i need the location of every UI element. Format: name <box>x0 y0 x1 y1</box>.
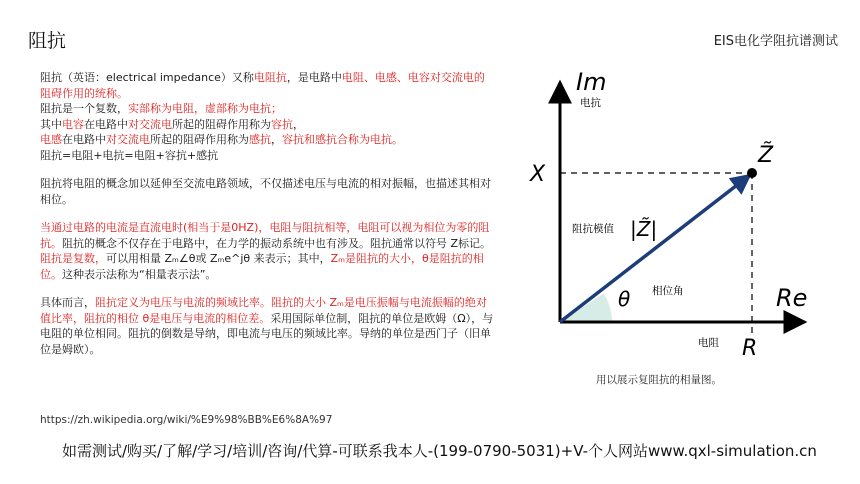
highlighted-text: 电阻、电感、电容对交流电的阻碍作用的统称。 <box>40 71 485 100</box>
highlighted-text: 当通过电路的电流是直流电时(相当于是0HZ)，电阻与阻抗相等，电阻可以视为相位为零的阻抗。 <box>40 221 490 250</box>
magnitude-cn-label: 阻抗模值 <box>572 223 614 235</box>
body-text: ， <box>293 117 304 131</box>
body-text: 在电路中 <box>84 117 128 131</box>
highlighted-text: 感抗 <box>249 133 271 146</box>
magnitude-symbol: |Z̃| <box>630 217 658 241</box>
body-text: 采用国际单位制，阻抗的单位是欧姆（Ω），与电阻的单位相同。阻抗的倒数是导纳，即电流与电压的频域比率。导纳的单位是西门子（旧单位是姆欧）。 <box>40 311 494 356</box>
body-text: 所起的阻碍作用称为 <box>150 133 249 146</box>
paragraph-3 <box>40 220 495 282</box>
body-text: 可以用相量 Zₘ∠θ或 Zₘe^jθ 来表示；其中， <box>106 252 331 265</box>
paragraph-4 <box>40 295 495 357</box>
highlighted-text: 对交流电 <box>128 117 172 131</box>
body-text: 阻抗将电阻的概念加以延伸至交流电路领域，不仅描述电压与电流的相对振幅，也描述其相对相位。 <box>40 177 491 206</box>
phasor-diagram <box>500 60 820 364</box>
highlighted-text: 容抗 <box>271 117 293 131</box>
theta-cn-label: 相位角 <box>652 285 684 297</box>
body-text: 阻抗=电阻+电抗=电阻+容抗+感抗 <box>40 148 219 162</box>
z-label: Z̃ <box>758 143 774 168</box>
theta-label: θ <box>618 287 631 311</box>
im-cn-label: 电抗 <box>580 97 601 109</box>
body-text: 其中 <box>40 117 62 131</box>
body-text: 所起的阻碍作用称为 <box>172 117 271 131</box>
re-label: Re <box>776 284 808 312</box>
body-text: 在电路中 <box>62 133 106 146</box>
highlighted-text: 电容 <box>62 117 84 131</box>
highlighted-text: 容抗和感抗合称为电抗。 <box>282 133 403 146</box>
im-label: Im <box>576 68 607 96</box>
diagram-caption: 用以展示复阻抗的相量图。 <box>596 374 722 386</box>
highlighted-text: 电阻抗 <box>253 71 287 84</box>
contact-footer: 如需测试/购买/了解/学习/培训/咨询/代算-可联系我本人-(199-0790-5031)+V-个人网站www.qxl-simulation.cn <box>62 442 817 460</box>
body-text: 阻抗的概念不仅存在于电路中，在力学的振动系统中也有涉及。阻抗通常以符号 Z标记。 <box>62 236 492 250</box>
source-link[interactable]: https://zh.wikipedia.org/wiki/%E9%98%BB%E6%8A%97 <box>40 414 333 426</box>
paragraph-2 <box>40 176 495 207</box>
highlighted-text: 阻抗是复数， <box>40 252 106 265</box>
body-text: 这种表示法称为“相量表示法”。 <box>62 267 217 281</box>
article-body <box>40 70 495 370</box>
highlighted-text: 阻抗定义为电压与电流的频域比率。阻抗的大小 Zₘ是电压振幅与电流振幅的绝对值比率，阻抗的相位 θ是电压与电流的相位差。 <box>40 296 487 325</box>
page-subtitle: EIS电化学阻抗谱测试 <box>713 34 838 49</box>
x-label: X <box>530 162 546 187</box>
highlighted-text: 对交流电 <box>106 133 150 146</box>
impedance-vector <box>560 175 750 322</box>
impedance-point <box>747 168 757 178</box>
body-text: 具体而言， <box>40 296 95 309</box>
body-text: ，是电路中 <box>286 71 342 84</box>
r-cn-label: 电阻 <box>698 337 719 349</box>
body-text: ， <box>271 133 282 146</box>
highlighted-text: 电感 <box>40 133 62 146</box>
highlighted-text: 实部称为电阻，虚部称为电抗； <box>128 102 282 115</box>
r-label: R <box>742 336 758 360</box>
page-title: 阻抗 <box>28 30 67 52</box>
body-text: 阻抗（英语：electrical impedance）又称 <box>40 71 254 84</box>
paragraph-1 <box>40 70 495 163</box>
body-text: 阻抗是一个复数， <box>40 102 128 115</box>
highlighted-text: Zₘ是阻抗的大小，θ是阻抗的相位。 <box>40 252 484 281</box>
